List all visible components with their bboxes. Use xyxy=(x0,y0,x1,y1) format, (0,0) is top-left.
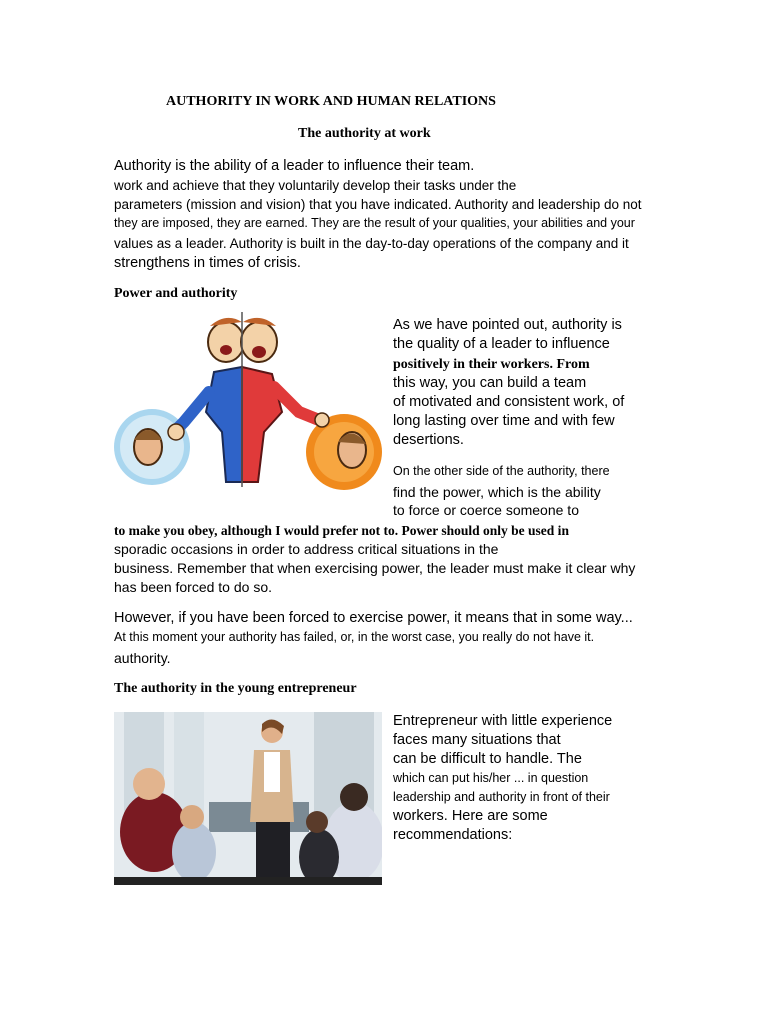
intro-line-3: parameters (mission and vision) that you have indicated. Authority and leadership do not xyxy=(114,197,642,212)
young-right-7: recommendations: xyxy=(393,827,513,843)
young-right-3: can be difficult to handle. The xyxy=(393,751,582,767)
leader-illustration xyxy=(114,312,384,492)
young-right-2: faces many situations that xyxy=(393,732,561,748)
power-right2-1: On the other side of the authority, there xyxy=(393,464,610,478)
power-right-2: the quality of a leader to influence xyxy=(393,336,610,352)
however-3: authority. xyxy=(114,650,171,666)
power-right2-3: to force or coerce someone to xyxy=(393,502,579,518)
power-right-4: this way, you can build a team xyxy=(393,375,587,391)
intro-line-5: values as a leader. Authority is built in the day-to-day operations of the company and it xyxy=(114,236,629,251)
power-full-1: to make you obey, although I would prefer not to. Power should only be used in xyxy=(114,523,569,538)
however-1: However, if you have been forced to exercise power, it means that in some way... xyxy=(114,610,633,626)
power-full-2: sporadic occasions in order to address critical situations in the xyxy=(114,541,499,557)
intro-line-4: they are imposed, they are earned. They are the result of your qualities, your abilities and your xyxy=(114,216,635,230)
meeting-photo xyxy=(114,712,382,885)
power-right-7: desertions. xyxy=(393,432,464,448)
power-heading: Power and authority xyxy=(114,286,238,301)
power-right-3: positively in their workers. From xyxy=(393,357,590,372)
power-right-5: of motivated and consistent work, of xyxy=(393,394,625,410)
young-right-6: workers. Here are some xyxy=(393,808,548,824)
intro-line-2: work and achieve that they voluntarily develop their tasks under the xyxy=(114,178,517,193)
intro-line-1: Authority is the ability of a leader to influence their team. xyxy=(114,158,475,174)
power-right-6: long lasting over time and with few xyxy=(393,413,615,429)
however-2: At this moment your authority has failed, or, in the worst case, you really do not have it. xyxy=(114,630,595,644)
young-heading: The authority in the young entrepreneur xyxy=(114,681,357,696)
intro-line-6: strengthens in times of crisis. xyxy=(114,255,301,271)
power-full-4: has been forced to do so. xyxy=(114,579,272,595)
power-full-3: business. Remember that when exercising power, the leader must make it clear why xyxy=(114,560,636,576)
young-right-5: leadership and authority in front of their xyxy=(393,790,610,804)
young-right-1: Entrepreneur with little experience xyxy=(393,713,613,729)
power-right-1: As we have pointed out, authority is xyxy=(393,317,622,333)
power-right2-2: find the power, which is the ability xyxy=(393,484,601,500)
document-title: AUTHORITY IN WORK AND HUMAN RELATIONS xyxy=(166,94,496,109)
section-title: The authority at work xyxy=(298,126,431,141)
young-right-4: which can put his/her ... in question xyxy=(393,771,589,785)
